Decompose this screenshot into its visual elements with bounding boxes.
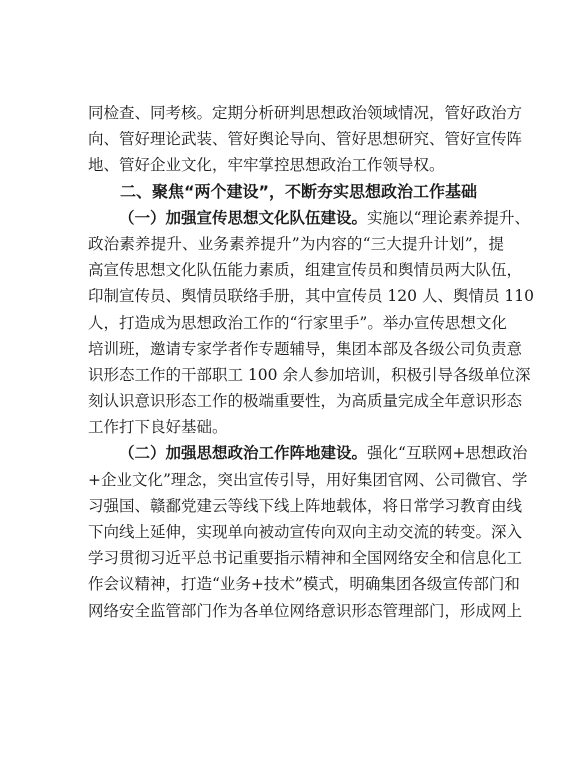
paragraph-line: 作会议精神，打造“业务+技术”模式，明确集团各级宣传部门和: [88, 575, 520, 594]
paragraph-line: 网络安全监管部门作为各单位网络意识形态管理部门，形成网上: [88, 601, 523, 620]
paragraph-line: 识形态工作的干部职工 100 余人参加培训，积极引导各级单位深: [88, 365, 531, 384]
paragraph-line: 高宣传思想文化队伍能力素质，组建宣传员和舆情员两大队伍，: [88, 261, 523, 280]
paragraph-line: 工作打下良好基础。: [88, 418, 228, 437]
paragraph-line: 培训班，邀请专家学者作专题辅导，集团本部及各级公司负责意: [88, 339, 523, 358]
paragraph-line: 刻认识意识形态工作的极端重要性，为高质量完成全年意识形态: [88, 392, 523, 411]
subsection-title: （一）加强宣传思想文化队伍建设。: [119, 208, 368, 227]
paragraph-line: 下向线上延伸，实现单向被动宣传向双向主动交流的转变。深入: [88, 523, 523, 541]
subsection-title: （二）加强思想政治工作阵地建设。: [119, 444, 368, 463]
paragraph-line: 向、管好理论武装、管好舆论导向、管好思想研究、管好宣传阵: [88, 130, 523, 149]
paragraph-text: 强化“互联网+思想政治: [367, 444, 528, 463]
paragraph-line: 人，打造成为思想政治工作的“行家里手”。举办宣传思想文化: [88, 313, 507, 332]
paragraph-line: 政治素养提升、业务素养提升”为内容的“三大提升计划”，提: [88, 234, 504, 253]
paragraph-line: [88, 205, 530, 231]
document-body: [88, 100, 534, 624]
paragraph-line: 印制宣传员、舆情员联络手册，其中宣传员 120 人、舆情员 110: [88, 287, 534, 306]
paragraph-line: 地、管好企业文化，牢牢掌控思想政治工作领导权。: [88, 156, 445, 175]
paragraph-line: [88, 440, 528, 466]
paragraph-line: 习强国、赣鄱党建云等线下线上阵地载体，将日常学习教育由线: [88, 496, 523, 515]
paragraph-line: 同检查、同考核。定期分析研判思想政治领域情况，管好政治方: [88, 104, 523, 122]
section-heading: 二、聚焦“两个建设”，不断夯实思想政治工作基础: [120, 181, 478, 201]
paragraph-line: +企业文化”理念，突出宣传引导，用好集团官网、公司微官、学: [88, 470, 528, 489]
paragraph-text: 实施以“理论素养提升、: [367, 208, 530, 227]
paragraph-line: 学习贯彻习近平总书记重要指示精神和全国网络安全和信息化工: [88, 549, 523, 568]
